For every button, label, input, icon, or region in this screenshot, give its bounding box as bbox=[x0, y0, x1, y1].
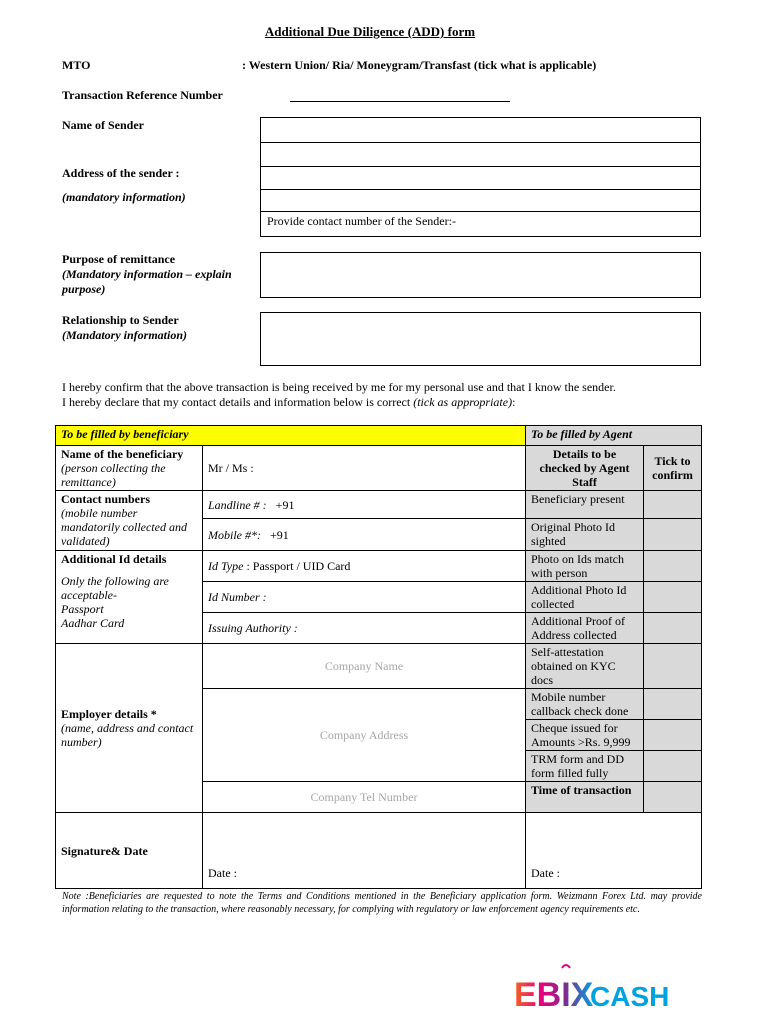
tick-box[interactable] bbox=[644, 751, 702, 782]
purpose-label bbox=[62, 252, 252, 297]
id-type-value: : Passport / UID Card bbox=[246, 559, 351, 573]
sender-contact-field[interactable] bbox=[260, 211, 701, 237]
check-item: Self-attestation obtained on KYC docs bbox=[526, 644, 644, 689]
name-field[interactable]: Mr / Ms : bbox=[203, 446, 526, 491]
landline-code: +91 bbox=[275, 497, 295, 512]
tick-box[interactable] bbox=[644, 689, 702, 720]
note-text: Note :Beneficiaries are requested to note the Terms and Conditions mentioned in the Beneficiary application form. Weizmann Forex Ltd. may provide information relating to the transaction, where reasonably necessary, for complying with regulatory or law enforcement agency requirements etc. bbox=[62, 891, 702, 915]
company-address-field[interactable]: Company Address bbox=[203, 689, 526, 782]
beneficiary-table bbox=[55, 425, 702, 889]
check-item: Original Photo Id sighted bbox=[526, 519, 644, 551]
check-item: Time of transaction bbox=[526, 782, 644, 813]
check-item: Additional Proof of Address collected bbox=[526, 613, 644, 644]
sender-contact-prompt: Provide contact number of the Sender:- bbox=[267, 214, 456, 228]
relationship-field[interactable] bbox=[260, 312, 701, 366]
id-opt2: Aadhar Card bbox=[61, 616, 125, 630]
sender-name-label: Name of Sender bbox=[62, 118, 144, 132]
form-title: Additional Due Diligence (ADD) form bbox=[264, 24, 476, 39]
relationship-label bbox=[62, 313, 252, 343]
contact-label: Contact numbers bbox=[61, 492, 150, 506]
sender-address-label: Address of the sender : bbox=[62, 166, 180, 180]
check-item: Photo on Ids match with person bbox=[526, 551, 644, 582]
check-item: Cheque issued for Amounts >Rs. 9,999 bbox=[526, 720, 644, 751]
mobile-label: Mobile #*: bbox=[208, 527, 261, 542]
mobile-code: +91 bbox=[270, 527, 289, 542]
id-label: Additional Id details bbox=[61, 552, 167, 566]
contact-cell bbox=[56, 491, 203, 551]
tick-box[interactable] bbox=[644, 491, 702, 519]
mobile-field[interactable] bbox=[203, 519, 526, 551]
check-item: Mobile number callback check done bbox=[526, 689, 644, 720]
check-item: Beneficiary present bbox=[526, 491, 644, 519]
details-header: Details to be checked by Agent Staff bbox=[526, 446, 644, 491]
logo-text-cash: CASH bbox=[590, 981, 670, 1012]
relationship-label-text: Relationship to Sender bbox=[62, 313, 179, 327]
name-sub: (person collecting the remittance) bbox=[61, 461, 166, 489]
sender-address-field-2[interactable] bbox=[260, 189, 701, 212]
declaration-line1: I hereby confirm that the above transaction is being received by me for my personal use and that I know the sender. bbox=[62, 380, 616, 394]
logo-icon bbox=[512, 958, 672, 1020]
id-cell bbox=[56, 551, 203, 644]
sender-address-field[interactable] bbox=[260, 166, 701, 190]
tick-box[interactable] bbox=[644, 551, 702, 582]
check-item: Additional Photo Id collected bbox=[526, 582, 644, 613]
agent-signature-field[interactable]: Date : bbox=[526, 813, 702, 889]
mto-options: : Western Union/ Ria/ Moneygram/Transfast (tick what is applicable) bbox=[242, 58, 597, 72]
txn-ref-field[interactable] bbox=[290, 88, 510, 102]
declaration-line2-italic: (tick as appropriate) bbox=[413, 395, 513, 409]
contact-sub: (mobile number mandatorily collected and validated) bbox=[61, 506, 187, 548]
purpose-field[interactable] bbox=[260, 252, 701, 298]
id-type-field[interactable] bbox=[203, 551, 526, 582]
purpose-label-text: Purpose of remittance bbox=[62, 252, 176, 266]
id-number-field[interactable]: Id Number : bbox=[203, 582, 526, 613]
check-item: TRM form and DD form filled fully bbox=[526, 751, 644, 782]
employer-sub: (name, address and contact number) bbox=[61, 721, 194, 749]
purpose-sub: (Mandatory information – explain purpose) bbox=[62, 267, 232, 296]
declaration bbox=[62, 380, 722, 410]
mto-label: MTO bbox=[62, 58, 91, 72]
logo-text-ebix: EBIX bbox=[514, 976, 594, 1014]
company-name-field[interactable]: Company Name bbox=[203, 644, 526, 689]
id-opt1: Passport bbox=[61, 602, 104, 616]
tick-box[interactable] bbox=[644, 613, 702, 644]
issuing-authority-field[interactable]: Issuing Authority : bbox=[203, 613, 526, 644]
landline-field[interactable] bbox=[203, 491, 526, 519]
tick-box[interactable] bbox=[644, 782, 702, 813]
tick-box[interactable] bbox=[644, 720, 702, 751]
signature-label: Signature& Date bbox=[56, 813, 203, 889]
relationship-sub: (Mandatory information) bbox=[62, 328, 188, 342]
agent-header: To be filled by Agent bbox=[526, 426, 702, 446]
sender-address-sub: (mandatory information) bbox=[62, 190, 186, 204]
sender-name-field-2[interactable] bbox=[260, 142, 701, 167]
id-type-label: Id Type bbox=[208, 559, 244, 573]
declaration-line2-text: I hereby declare that my contact details and information below is correct bbox=[62, 395, 414, 409]
landline-label: Landline # : bbox=[208, 497, 267, 512]
employer-label: Employer details * bbox=[61, 707, 157, 721]
txn-ref-label: Transaction Reference Number bbox=[62, 88, 223, 102]
ebixcash-logo bbox=[512, 958, 672, 1020]
declaration-line2-end: : bbox=[512, 395, 516, 409]
tick-box[interactable] bbox=[644, 644, 702, 689]
employer-cell bbox=[56, 644, 203, 813]
sender-name-field[interactable] bbox=[260, 117, 701, 143]
company-tel-field[interactable]: Company Tel Number bbox=[203, 782, 526, 813]
beneficiary-header: To be filled by beneficiary bbox=[56, 426, 526, 446]
signature-field[interactable]: Date : bbox=[203, 813, 526, 889]
declaration-line2 bbox=[62, 395, 722, 410]
tick-box[interactable] bbox=[644, 582, 702, 613]
tick-box[interactable] bbox=[644, 519, 702, 551]
tick-header: Tick to confirm bbox=[644, 446, 702, 491]
name-label: Name of the beneficiary bbox=[61, 447, 184, 461]
id-sub: Only the following are acceptable- bbox=[61, 574, 169, 602]
name-cell bbox=[56, 446, 203, 491]
